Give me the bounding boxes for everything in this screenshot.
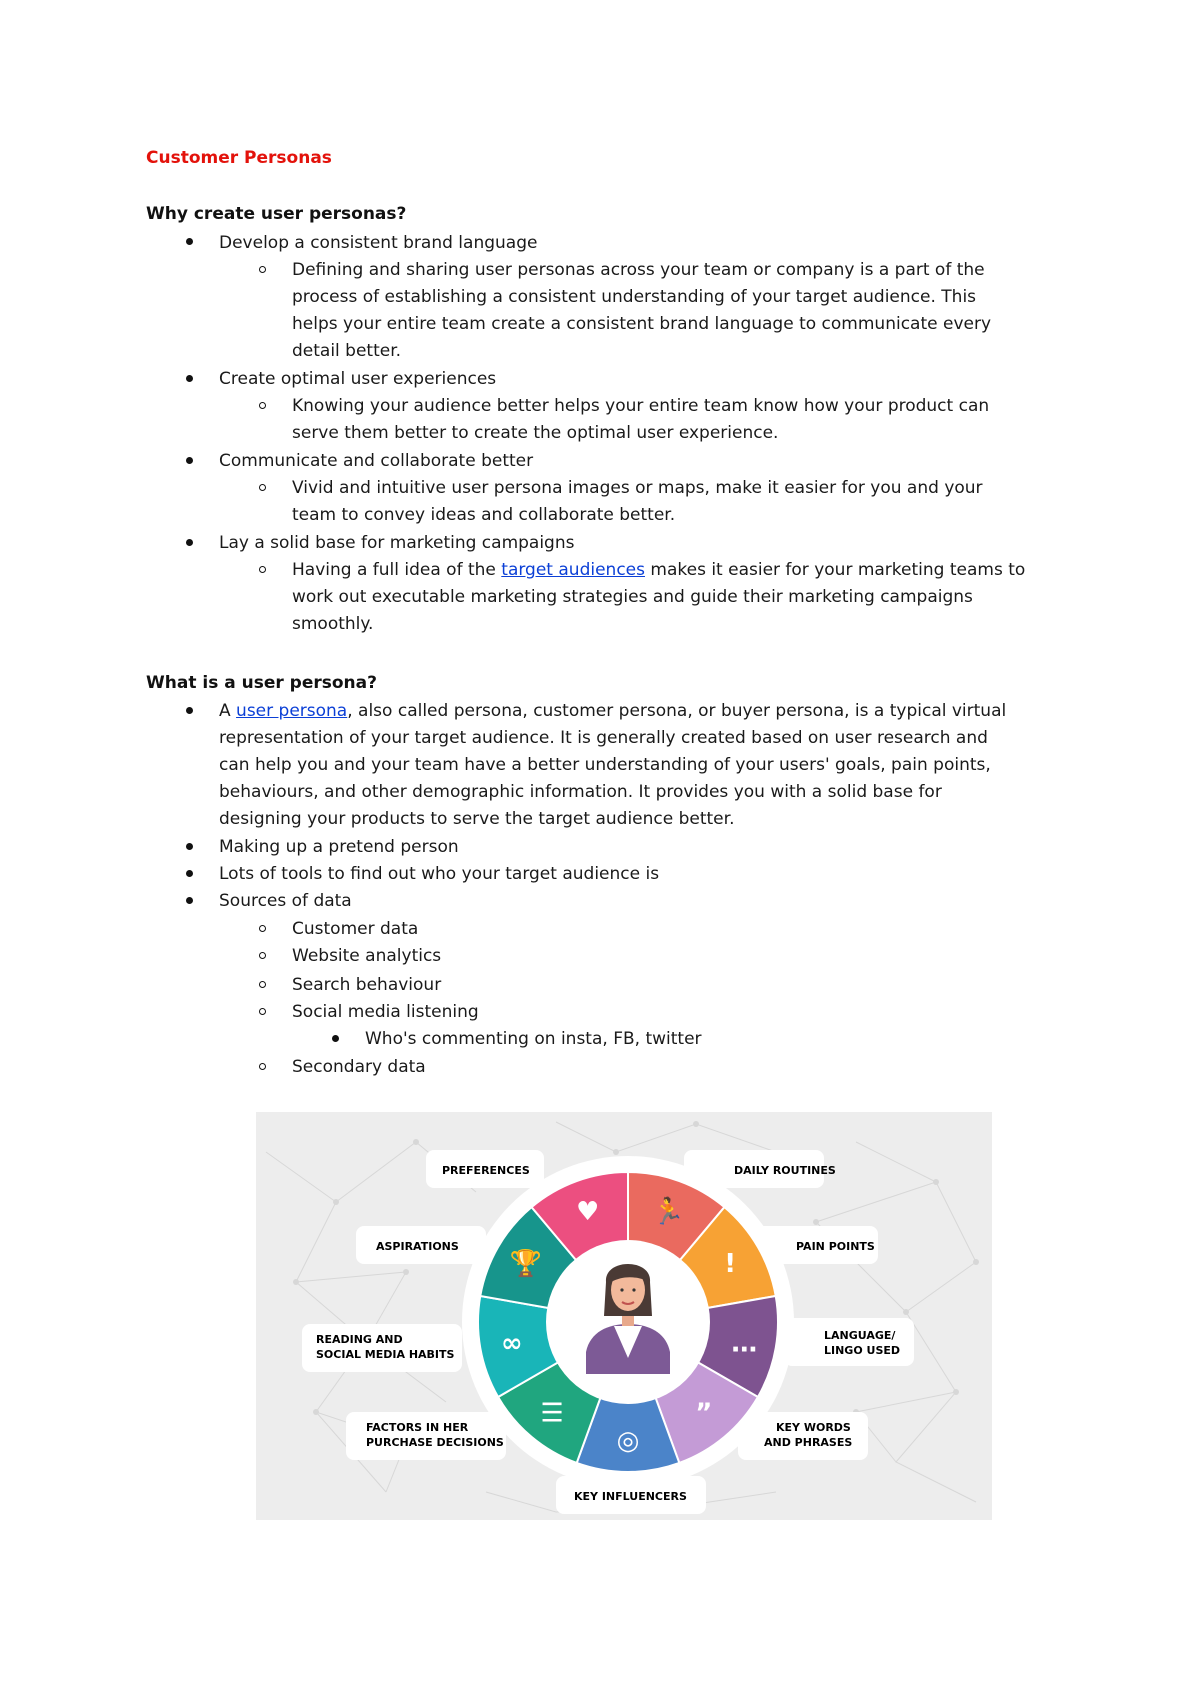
list-item-text: Defining and sharing user personas across your team or company is a part of the: [292, 260, 985, 280]
label-reading-habits: [302, 1324, 462, 1372]
bullet-icon: [186, 707, 193, 714]
list-item-text: representation of your target audience. It is generally created based on user research and: [219, 728, 988, 748]
svg-text:KEY INFLUENCERS: KEY INFLUENCERS: [574, 1490, 687, 1503]
list-item-text: smoothly.: [292, 614, 374, 634]
svg-text:FACTORS IN HER: FACTORS IN HER: [366, 1421, 469, 1434]
bullet-icon: [186, 375, 193, 382]
list-item-text: team to convey ideas and collaborate better.: [292, 505, 676, 525]
list-icon: ☰: [540, 1398, 564, 1429]
circle-bullet-icon: [259, 402, 266, 409]
label-preferences: [426, 1150, 544, 1188]
bullet-icon: [186, 897, 193, 904]
list-item: Create optimal user experiences: [219, 369, 497, 389]
svg-text:ASPIRATIONS: ASPIRATIONS: [376, 1240, 459, 1253]
bullet-icon: [332, 1035, 339, 1042]
list-item: Social media listening: [292, 1002, 479, 1022]
podcast-icon: ◎: [616, 1426, 640, 1456]
list-item-text: helps your entire team create a consistent brand language to communicate every: [292, 314, 992, 334]
list-item-text: behaviours, and other demographic information. It provides you with a solid base for: [219, 782, 942, 802]
list-item: Website analytics: [292, 946, 442, 966]
list-item-text: Having a full idea of the target audiences makes it easier for your marketing teams to: [292, 560, 1026, 580]
circle-bullet-icon: [259, 266, 266, 273]
list-item-text: Vivid and intuitive user persona images or maps, make it easier for you and your: [292, 478, 983, 498]
user-persona-link[interactable]: user persona: [236, 701, 348, 721]
svg-text:KEY WORDS: KEY WORDS: [776, 1421, 851, 1434]
circle-bullet-icon: [259, 981, 266, 988]
list-item: Lay a solid base for marketing campaigns: [219, 533, 575, 553]
list-item-text: can help you and your team have a better understanding of your users' goals, pain points,: [219, 755, 991, 775]
bullet-icon: [186, 843, 193, 850]
svg-text:AND PHRASES: AND PHRASES: [764, 1436, 853, 1449]
list-item-text: process of establishing a consistent understanding of your target audience. This: [292, 287, 977, 307]
svg-text:PAIN POINTS: PAIN POINTS: [796, 1240, 875, 1253]
list-item: Customer data: [292, 919, 419, 939]
chat-icon: …: [731, 1328, 758, 1359]
circle-bullet-icon: [259, 566, 266, 573]
list-item-text: Knowing your audience better helps your entire team know how your product can: [292, 396, 990, 416]
svg-text:SOCIAL MEDIA HABITS: SOCIAL MEDIA HABITS: [316, 1348, 455, 1361]
svg-text:READING AND: READING AND: [316, 1333, 403, 1346]
list-item: Search behaviour: [292, 975, 442, 995]
svg-text:LANGUAGE/: LANGUAGE/: [824, 1329, 896, 1342]
persona-infographic: [256, 1112, 992, 1520]
svg-text:PREFERENCES: PREFERENCES: [442, 1164, 530, 1177]
bullet-icon: [186, 870, 193, 877]
heart-icon: ♥: [575, 1197, 600, 1228]
section-heading-what: What is a user persona?: [146, 673, 377, 693]
running-icon: 🏃: [652, 1197, 685, 1228]
svg-text:PURCHASE DECISIONS: PURCHASE DECISIONS: [366, 1436, 504, 1449]
list-item-text: detail better.: [292, 341, 402, 361]
circle-bullet-icon: [259, 952, 266, 959]
label-language: [784, 1318, 914, 1366]
exclamation-icon: !: [724, 1249, 737, 1279]
quote-icon: ”: [695, 1398, 713, 1429]
target-audiences-link[interactable]: target audiences: [501, 560, 645, 580]
circle-bullet-icon: [259, 1008, 266, 1015]
list-item: Develop a consistent brand language: [219, 233, 538, 253]
list-item: A user persona, also called persona, customer persona, or buyer persona, is a typical virtual: [219, 701, 1007, 721]
list-item: Secondary data: [292, 1057, 426, 1077]
list-item: Communicate and collaborate better: [219, 451, 534, 471]
trophy-icon: 🏆: [509, 1249, 542, 1279]
bullet-icon: [186, 539, 193, 546]
circle-bullet-icon: [259, 1063, 266, 1070]
page-title: Customer Personas: [146, 148, 332, 168]
svg-text:LINGO USED: LINGO USED: [824, 1344, 901, 1357]
svg-text:DAILY ROUTINES: DAILY ROUTINES: [734, 1164, 836, 1177]
list-item: Who's commenting on insta, FB, twitter: [365, 1029, 702, 1049]
section-heading-why: Why create user personas?: [146, 204, 407, 224]
list-item-text: serve them better to create the optimal user experience.: [292, 423, 779, 443]
list-item: Lots of tools to find out who your target audience is: [219, 864, 660, 884]
list-item-text: designing your products to serve the target audience better.: [219, 809, 735, 829]
list-item: Making up a pretend person: [219, 837, 459, 857]
list-item: Sources of data: [219, 891, 352, 911]
label-factors: [346, 1412, 506, 1460]
bullet-icon: [186, 238, 193, 245]
bullet-icon: [186, 457, 193, 464]
list-item-text: work out executable marketing strategies and guide their marketing campaigns: [292, 587, 973, 607]
circle-bullet-icon: [259, 484, 266, 491]
circle-bullet-icon: [259, 925, 266, 932]
glasses-icon: ∞: [500, 1328, 523, 1359]
label-aspirations: [356, 1226, 486, 1264]
